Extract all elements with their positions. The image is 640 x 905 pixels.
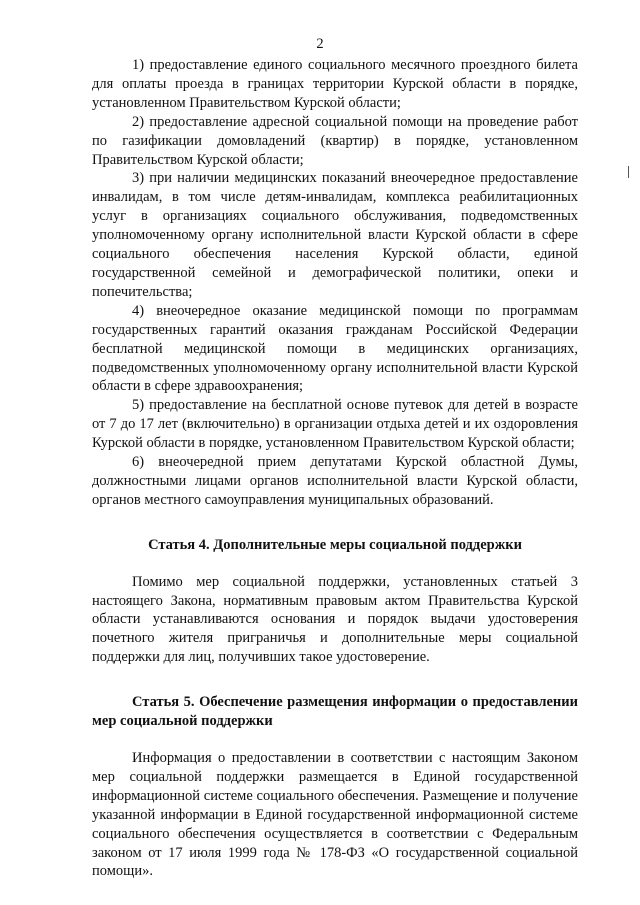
- article-5-heading: Статья 5. Обеспечение размещения информации о предоставлении мер социальной поддержки: [92, 694, 578, 730]
- article-4-text: Помимо мер социальной поддержки, установленных статьей 3 настоящего Закона, нормативным правовым актом Правительства Курской области устанавливаются основания и порядок выдачи удостоверения почетного жителя приграничья и дополнительные меры социальной поддержки для лиц, получивших такое удостоверение.: [92, 573, 578, 666]
- article-4-heading: Статья 4. Дополнительные меры социальной поддержки: [148, 536, 522, 553]
- page-number: 2: [316, 36, 324, 52]
- article-5-text: Информация о предоставлении в соответствии с настоящим Законом мер социальной поддержки размещается в Единой государственной информационной системе социального обеспечения. Размещение и получение указанной информации в Единой государственной информационной системе социального обеспечения осуществляется в соответствии с Федеральным законом от 17 июля 1999 года № 178-ФЗ «О государственной социальной помощи».: [92, 750, 578, 880]
- margin-mark: [628, 166, 629, 178]
- list-item-5: 5) предоставление на бесплатной основе путевок для детей в возрасте от 7 до 17 лет (включительно) в организации отдыха детей и их оздоровления Курской области в порядке, установленном Правительством Курской области;: [92, 397, 578, 452]
- list-item-6: 6) внеочередной прием депутатами Курской областной Думы, должностными лицами органов исполнительной власти Курской области, органов местного самоуправления муниципальных образований.: [92, 454, 578, 508]
- document-body: [92, 56, 578, 881]
- list-item-3: 3) при наличии медицинских показаний внеочередное предоставление инвалидам, в том числе детям-инвалидам, комплекса реабилитационных услуг в организациях социального обслуживания, подведомственных уполномоченному органу исполнительной власти Курской области в сфере социального обеспечения населения Курской области, единой государственной семейной и демографической политики, опеки и попечительства;: [92, 170, 578, 300]
- list-item-4: 4) внеочередное оказание медицинской помощи по программам государственных гарантий оказания гражданам Российской Федерации бесплатной медицинской помощи в медицинских организациях, подведомственных уполномоченному органу исполнительной власти Курской области в сфере здравоохранения;: [92, 302, 578, 395]
- list-item-2: 2) предоставление адресной социальной помощи на проведение работ по газификации домовладений (квартир) в порядке, установленном Правительством Курской области;: [92, 113, 578, 168]
- list-item-1: 1) предоставление единого социального месячного проездного билета для оплаты проезда в границах территории Курской области в порядке, установленном Правительством Курской области;: [92, 57, 578, 111]
